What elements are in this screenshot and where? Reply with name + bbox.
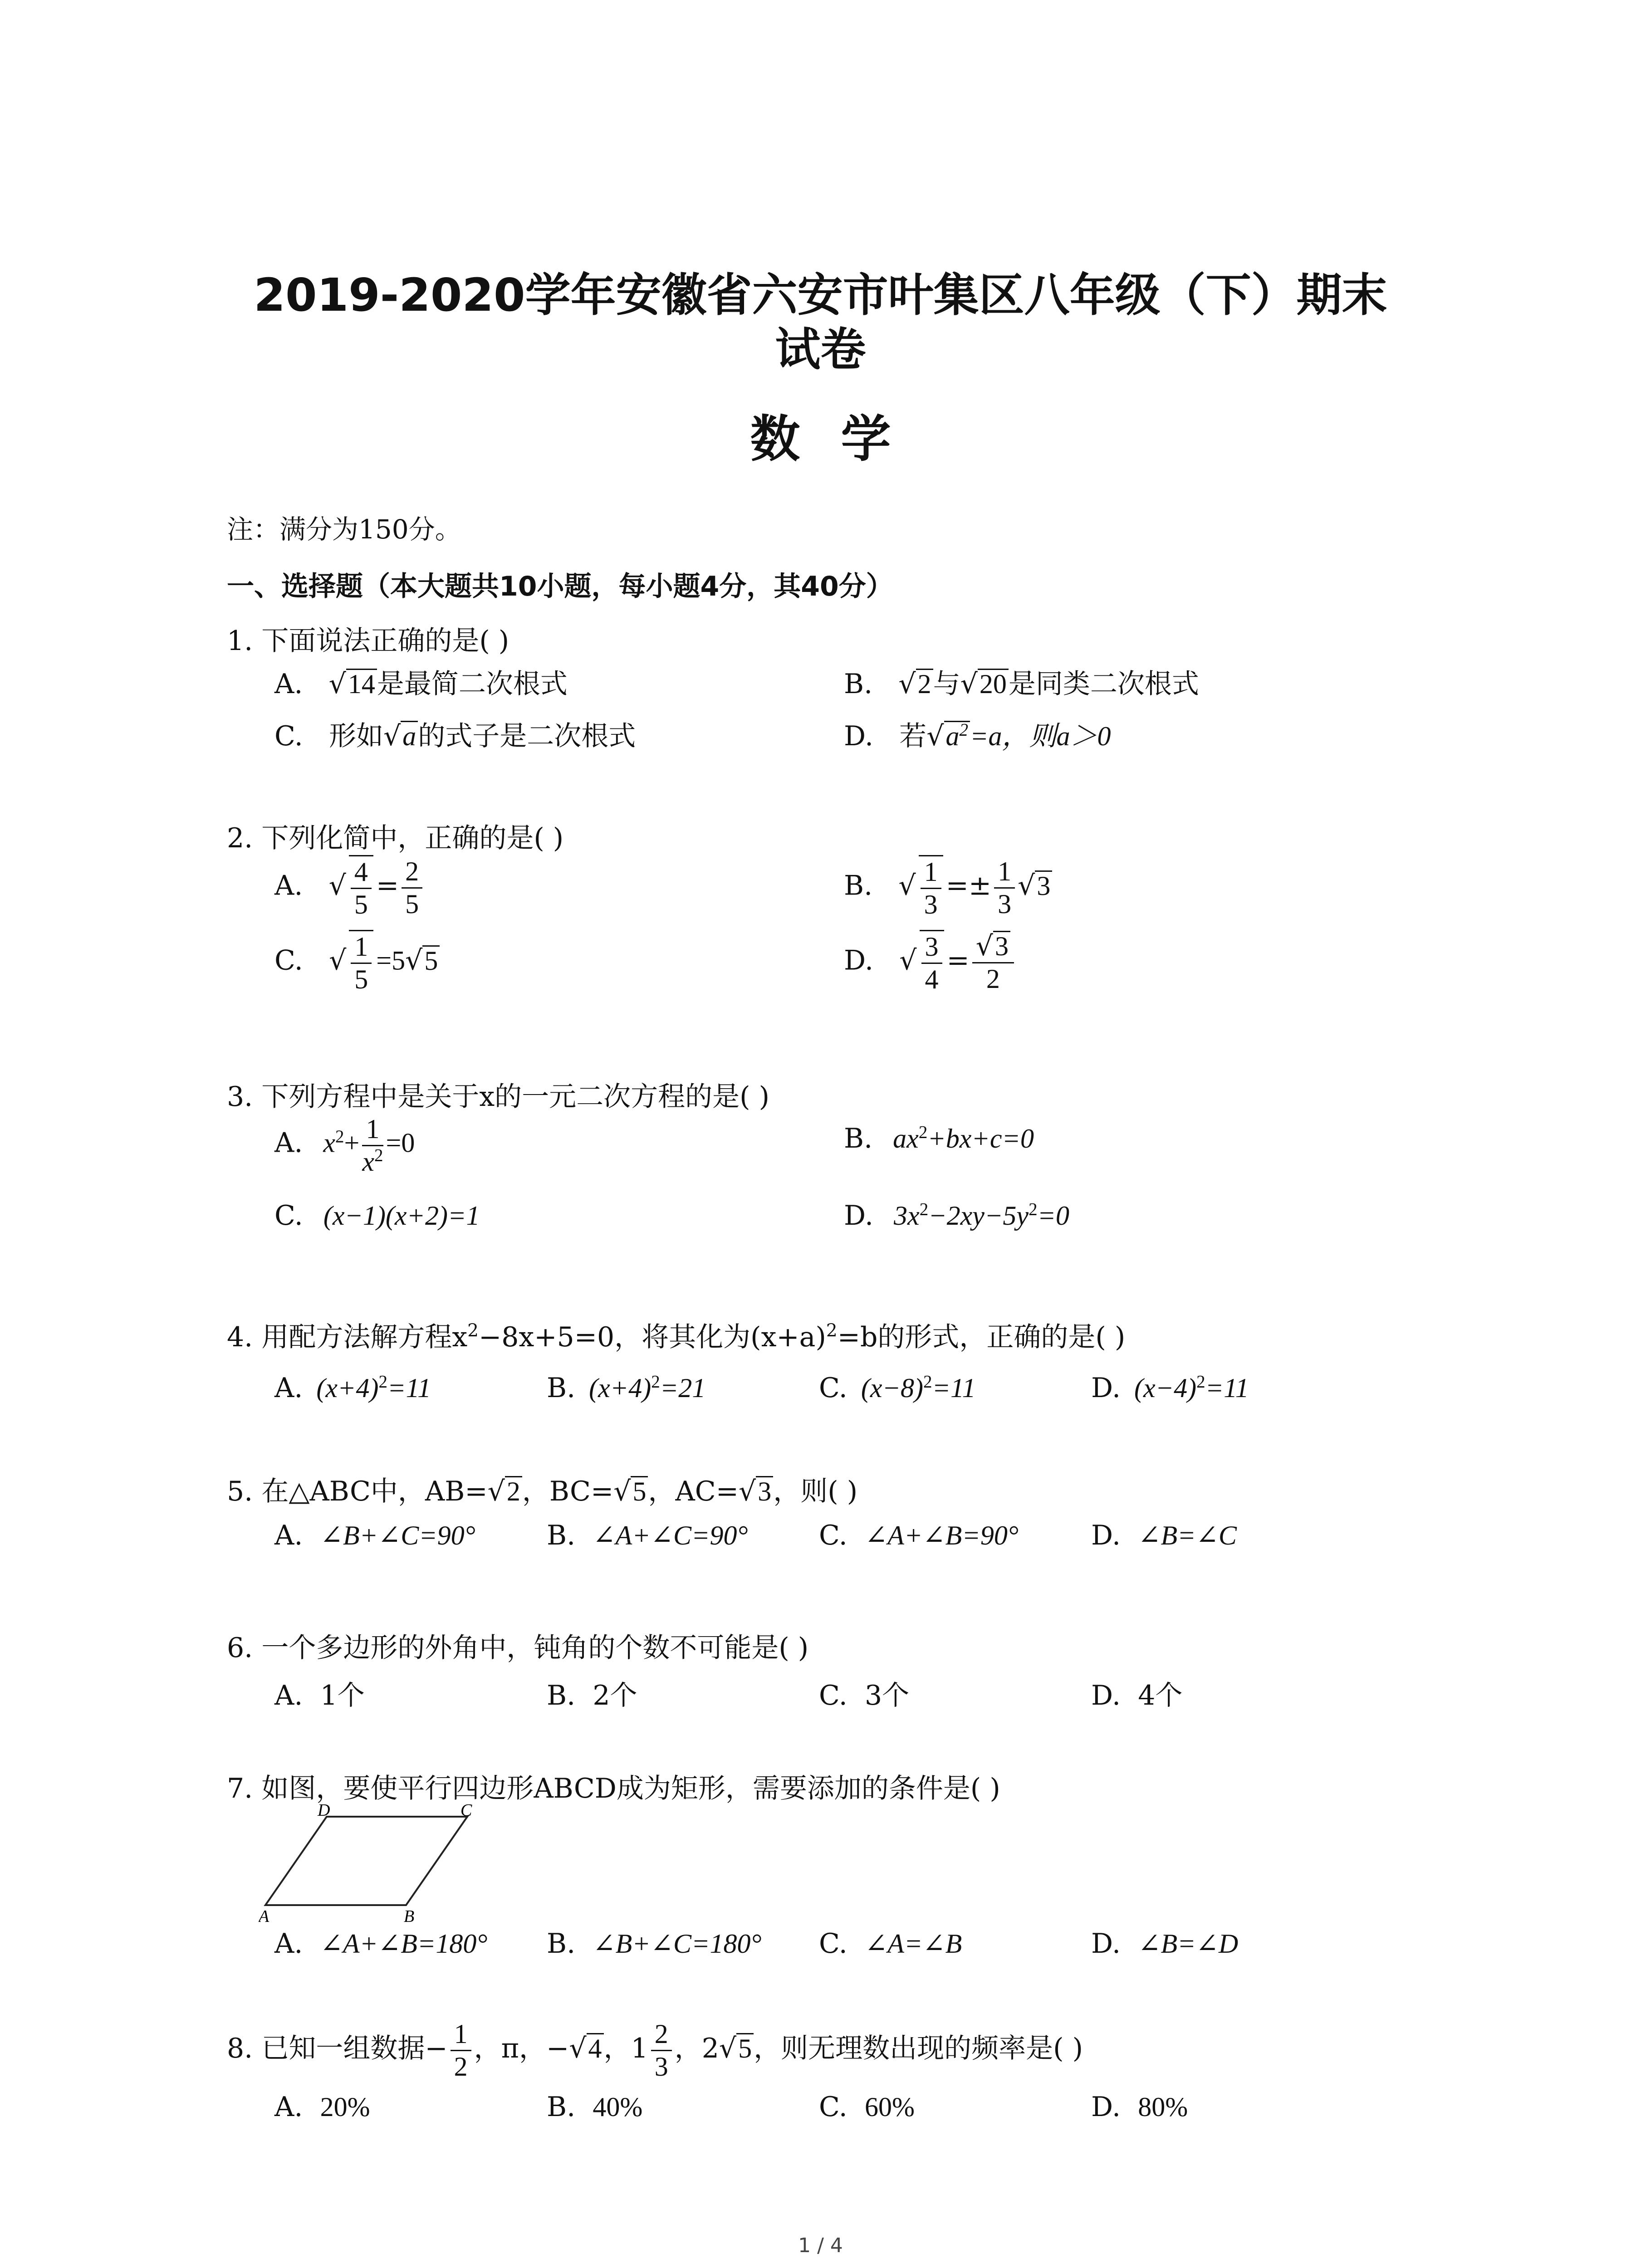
option-text: 是同类二次根式 [1008, 668, 1199, 700]
sqrt-icon: √ [898, 870, 916, 902]
sqrt-icon: √ [487, 1476, 505, 1507]
subject-title: 数学 [750, 410, 932, 468]
option-label: C. [274, 944, 303, 977]
radicand: $a^2$ [944, 721, 970, 751]
sqrt-icon: √ [975, 930, 994, 962]
equals: = [376, 870, 399, 902]
option-label: D. [844, 944, 874, 977]
q4-option-d: D. $(x-4)^2=11$ [1091, 1372, 1249, 1404]
q6-option-a: A. 1个 [274, 1680, 365, 1711]
radicand: 14 [346, 669, 377, 699]
variable: x [323, 1128, 336, 1158]
exponent: 2 [918, 1122, 928, 1142]
question-4-stem: 4. 用配方法解方程$x^2-8x+5=0$，将其化为$(x+a)^2=b$的形式，正确的是( ) [227, 1320, 1126, 1353]
q5-option-a: A. ∠B+∠C=90° [274, 1520, 475, 1551]
q2-option-c [274, 930, 440, 995]
exam-title-line2: 试卷 [775, 323, 866, 376]
question-1-stem: 1. 下面说法正确的是( ) [227, 625, 509, 657]
sqrt-icon: √ [738, 1476, 756, 1507]
q2-option-d [844, 930, 1017, 995]
q6-option-c: C. 3个 [819, 1680, 910, 1711]
sqrt-icon: √ [719, 2033, 737, 2065]
q6-option-d: D. 4个 [1091, 1680, 1183, 1711]
operator: + [344, 1128, 360, 1158]
q3-option-d: D. $3x^2-2xy-5y^2=0$ [844, 1199, 1070, 1232]
equals: = [946, 944, 970, 977]
option-label: B. [844, 668, 873, 700]
fraction: $\frac{1}{3}$ [994, 856, 1015, 920]
option-label: C. [819, 1372, 847, 1404]
term: 3x [894, 1201, 920, 1231]
radicand: 20 [978, 669, 1009, 699]
section-heading: 一、选择题（本大题共10小题，每小题4分，其40分） [227, 571, 893, 602]
q1-option-c [274, 714, 636, 753]
term: ax [893, 1124, 919, 1154]
option-label: A. [274, 1372, 303, 1404]
vertex-d-label: D [318, 1803, 330, 1820]
q1-option-a [274, 662, 568, 701]
fraction: $\frac{1}{5}$ [349, 930, 373, 995]
fraction: $\frac{√3}{2}$ [972, 931, 1014, 995]
q1-option-d [844, 714, 1111, 753]
sqrt-icon: √ [613, 1476, 631, 1507]
q8-option-c: C. 60% [819, 2091, 915, 2123]
fraction: $\frac{2}{5}$ [402, 856, 422, 920]
q3-option-c [274, 1200, 480, 1232]
option-text: 形如 [329, 720, 384, 752]
option-label: D. [1091, 1372, 1121, 1404]
sqrt-icon: √ [899, 944, 917, 977]
q7-option-b: B. ∠B+∠C=180° [547, 1928, 762, 1960]
option-text: 若 [899, 720, 927, 752]
term: +bx+c=0 [927, 1124, 1034, 1154]
question-2-stem: 2. 下列化简中，正确的是( ) [227, 822, 564, 854]
option-label: B. [844, 870, 873, 902]
option-label: C. [274, 720, 303, 752]
sqrt-icon: √ [328, 668, 346, 700]
q8-option-d: D. 80% [1091, 2091, 1188, 2123]
q6-option-b: B. 2个 [547, 1680, 637, 1711]
vertex-b-label: B [404, 1907, 415, 1926]
exponent: 2 [335, 1126, 344, 1146]
option-text: 的式子是二次根式 [418, 720, 636, 752]
option-label: B. [844, 1123, 873, 1154]
sqrt-icon: √ [926, 720, 944, 752]
equals: =5 [376, 945, 406, 976]
option-label: D. [844, 1200, 874, 1232]
sqrt-icon: √ [569, 2033, 587, 2065]
q5-option-b: B. ∠A+∠C=90° [547, 1520, 748, 1551]
q7-option-d: D. ∠B=∠D [1091, 1928, 1239, 1960]
fraction: $\frac{4}{5}$ [349, 855, 373, 920]
option-text: 与 [933, 668, 960, 700]
sqrt-icon: √ [329, 944, 347, 977]
equals: =± [945, 870, 992, 902]
question-6-stem: 6. 一个多边形的外角中，钝角的个数不可能是( ) [227, 1632, 809, 1664]
question-7-stem: 7. 如图，要使平行四边形ABCD成为矩形，需要添加的条件是( ) [227, 1773, 1000, 1804]
radicand: a [401, 721, 418, 751]
radicand: 3 [1035, 870, 1052, 900]
q8-option-b: B. 40% [547, 2091, 643, 2123]
q7-option-a: A. ∠A+∠B=180° [274, 1928, 488, 1960]
radicand: 5 [422, 945, 440, 975]
option-text: =a，则a＞0 [970, 721, 1111, 751]
option-label: B. [547, 1372, 576, 1404]
fraction: $\frac{2}{3}$ [651, 2019, 672, 2082]
sqrt-icon: √ [1018, 870, 1035, 902]
q5-option-c: C. ∠A+∠B=90° [819, 1520, 1019, 1551]
q2-option-a [274, 855, 425, 920]
term: =0 [1037, 1201, 1070, 1231]
fraction: $\frac{1}{3}$ [919, 855, 943, 920]
sqrt-icon: √ [898, 668, 916, 700]
fraction: $\frac{1}{2}$ [451, 2019, 471, 2082]
option-label: D. [844, 720, 874, 752]
question-8-stem: 8. 已知一组数据− $\frac{1}{2}$ ，π，−√4，1 $\frac{2}{3}$ ，2√5，则无理数出现的频率是( ) [227, 2019, 1083, 2082]
option-label: A. [274, 1127, 303, 1159]
question-3-stem: 3. 下列方程中是关于x的一元二次方程的是( ) [227, 1081, 770, 1113]
option-label: A. [274, 870, 303, 902]
fraction: $\frac{1}{x^2}$ [362, 1114, 383, 1177]
vertex-a-label: A [259, 1907, 269, 1926]
option-text: (x−1)(x+2)=1 [323, 1201, 480, 1231]
q3-option-a [274, 1114, 415, 1178]
q1-option-b [844, 662, 1199, 701]
equals: =0 [386, 1128, 415, 1158]
q4-option-b: B. $(x+4)^2=21$ [547, 1372, 706, 1404]
page-number: 1 / 4 [798, 2234, 843, 2257]
score-note: 注：满分为150分。 [227, 514, 461, 545]
q2-option-b [844, 855, 1052, 920]
sqrt-icon: √ [383, 720, 401, 752]
q7-option-c: C. ∠A=∠B [819, 1928, 962, 1960]
sqrt-icon: √ [405, 944, 423, 977]
exam-title-line1: 2019-2020学年安徽省六安市叶集区八年级（下）期末 [254, 269, 1387, 322]
option-text: 是最简二次根式 [377, 668, 568, 700]
radicand: 2 [916, 669, 933, 699]
q4-option-a: A. $(x+4)^2=11$ [274, 1372, 431, 1404]
option-label: C. [274, 1200, 303, 1232]
question-5-stem: 5. 在△ABC中，AB=√2，BC=√5，AC=√3，则( ) [227, 1476, 858, 1507]
vertex-c-label: C [460, 1803, 472, 1820]
q8-option-a: A. 20% [274, 2091, 370, 2123]
parallelogram-figure [259, 1803, 495, 1926]
sqrt-icon: √ [960, 668, 978, 700]
option-label: A. [274, 668, 303, 700]
term: −2xy−5y [928, 1201, 1029, 1231]
sqrt-icon: √ [328, 870, 346, 902]
parallelogram-shape [265, 1817, 467, 1905]
q5-option-d: D. ∠B=∠C [1091, 1520, 1237, 1551]
q3-option-b [844, 1123, 1034, 1154]
q4-option-c: C. $(x-8)^2=11$ [819, 1372, 976, 1404]
fraction: $\frac{3}{4}$ [920, 930, 944, 995]
